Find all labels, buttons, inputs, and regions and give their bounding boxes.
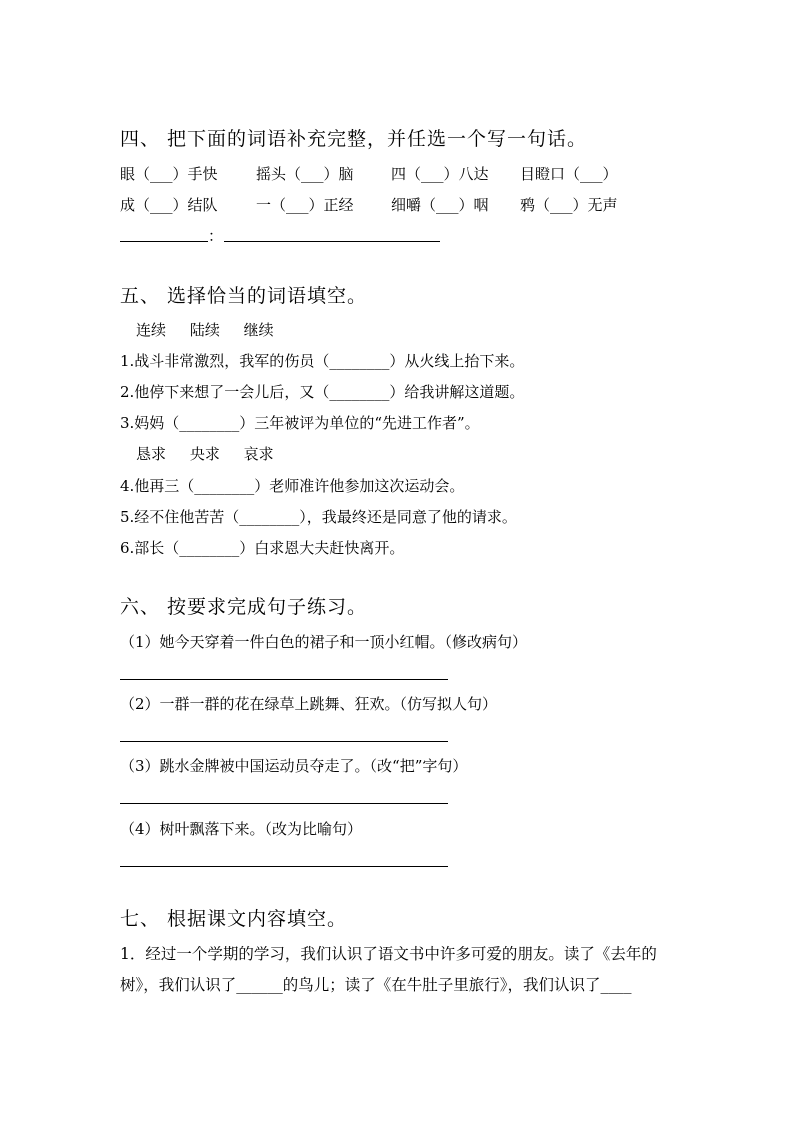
answer-line	[120, 866, 448, 867]
passage-line: 1．经过一个学期的学习，我们认识了语文书中许多可爱的朋友。读了《去年的	[120, 945, 657, 963]
idiom-blank: 眼（___）手快	[120, 165, 218, 183]
fill-item: 6.部长（________）白求恩大夫赶快离开。	[120, 539, 405, 557]
section6-heading: 六、 按要求完成句子练习。	[120, 596, 368, 618]
idiom-blank: 一（___）正经	[256, 196, 354, 214]
idiom-blank: 细嚼（___）咽	[391, 196, 489, 214]
sentence-task: （1）她今天穿着一件白色的裙子和一顶小红帽。（修改病句）	[120, 633, 528, 651]
section7-heading: 七、 根据课文内容填空。	[120, 908, 348, 930]
section4-heading: 四、 把下面的词语补充完整，并任选一个写一句话。	[120, 128, 588, 150]
section5-heading: 五、 选择恰当的词语填空。	[120, 285, 368, 307]
word-options-1: 连续 陆续 继续	[136, 321, 274, 339]
idiom-blank: 成（___）结队	[120, 196, 218, 214]
passage-line: 树》，我们认识了______的鸟儿；读了《在牛肚子里旅行》，我们认识了____	[120, 976, 632, 994]
idiom-blank: 目瞪口（___）	[520, 165, 618, 183]
answer-line	[120, 679, 448, 680]
sentence-task: （2）一群一群的花在绿草上跳舞、狂欢。（仿写拟人句）	[120, 695, 498, 713]
answer-line	[120, 803, 448, 804]
fill-item: 5.经不住他苦苦（________），我最终还是同意了他的请求。	[120, 508, 517, 526]
idiom-blank: 摇头（___）脑	[256, 165, 354, 183]
sentence-task: （4）树叶飘落下来。（改为比喻句）	[120, 820, 363, 838]
answer-line-idiom	[120, 241, 208, 242]
fill-item: 2.他停下来想了一会儿后，又（________）给我讲解这道题。	[120, 383, 525, 401]
fill-item: 1.战斗非常激烈，我军的伤员（________）从火线上抬下来。	[120, 352, 525, 370]
answer-line	[120, 741, 448, 742]
idiom-blank: 鸦（___）无声	[520, 196, 618, 214]
word-options-2: 恳求 央求 哀求	[136, 445, 274, 463]
fill-item: 4.他再三（________）老师准许他参加这次运动会。	[120, 477, 465, 495]
idiom-blank: 四（___）八达	[391, 165, 489, 183]
colon: ：	[208, 227, 224, 245]
fill-item: 3.妈妈（________）三年被评为单位的“先进工作者”。	[120, 414, 480, 432]
answer-line-sentence	[224, 241, 440, 242]
sentence-task: （3）跳水金牌被中国运动员夺走了。（改“把”字句）	[120, 757, 468, 775]
